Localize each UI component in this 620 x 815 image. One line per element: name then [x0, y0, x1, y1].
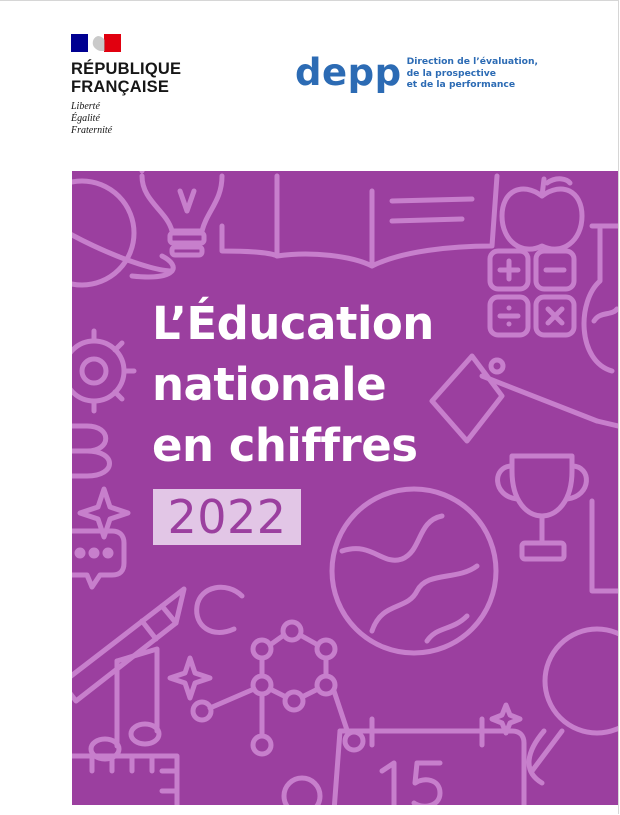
depp-subtitle-line2: de la prospective — [406, 67, 497, 79]
republique-name — [71, 60, 211, 96]
flask-icon — [584, 226, 618, 371]
magnifier-icon — [529, 629, 618, 783]
cover-title-line2: nationale — [152, 358, 387, 411]
depp-subtitle — [407, 56, 538, 91]
depp-subtitle-line3: et de la performance — [406, 79, 516, 90]
apple-icon — [502, 179, 582, 249]
planet-icon — [72, 181, 173, 285]
republique-name-line1: RÉPUBLIQUE — [71, 60, 182, 78]
open-book-icon — [222, 176, 497, 266]
cover-panel — [72, 171, 618, 805]
gear-icon — [72, 331, 134, 411]
speech-bubble-icon — [72, 531, 124, 587]
pencil-icon — [72, 589, 184, 701]
motto-liberte: Liberté — [71, 101, 100, 112]
republique-motto — [71, 101, 211, 137]
year-label: 2022 — [167, 490, 287, 544]
trophy-icon — [498, 456, 618, 591]
calendar-icon — [334, 719, 524, 805]
marianne-flag-icon — [71, 34, 121, 52]
year-badge — [153, 489, 301, 545]
desk-lamp-icon — [432, 356, 618, 441]
depp-logo — [295, 51, 538, 94]
letter-c-icon — [197, 587, 242, 632]
republique-name-line2: FRANÇAISE — [71, 78, 170, 96]
lightbulb-icon — [142, 176, 222, 255]
cover-title-line3: en chiffres — [152, 419, 418, 472]
cover-title-line1: L’Éducation — [152, 297, 434, 350]
cover-title — [152, 293, 434, 476]
letter-b-icon — [72, 426, 110, 476]
depp-subtitle-line1: Direction de l’évaluation, — [406, 56, 538, 67]
cover-decoration — [72, 171, 618, 805]
republique-francaise-logo — [71, 34, 211, 137]
depp-wordmark: depp — [295, 51, 402, 94]
calculator-icon — [490, 251, 574, 335]
ruler-icon — [72, 756, 320, 805]
motto-fraternite: Fraternité — [71, 125, 113, 136]
globe-icon — [332, 489, 496, 653]
motto-egalite: Égalité — [71, 113, 100, 124]
